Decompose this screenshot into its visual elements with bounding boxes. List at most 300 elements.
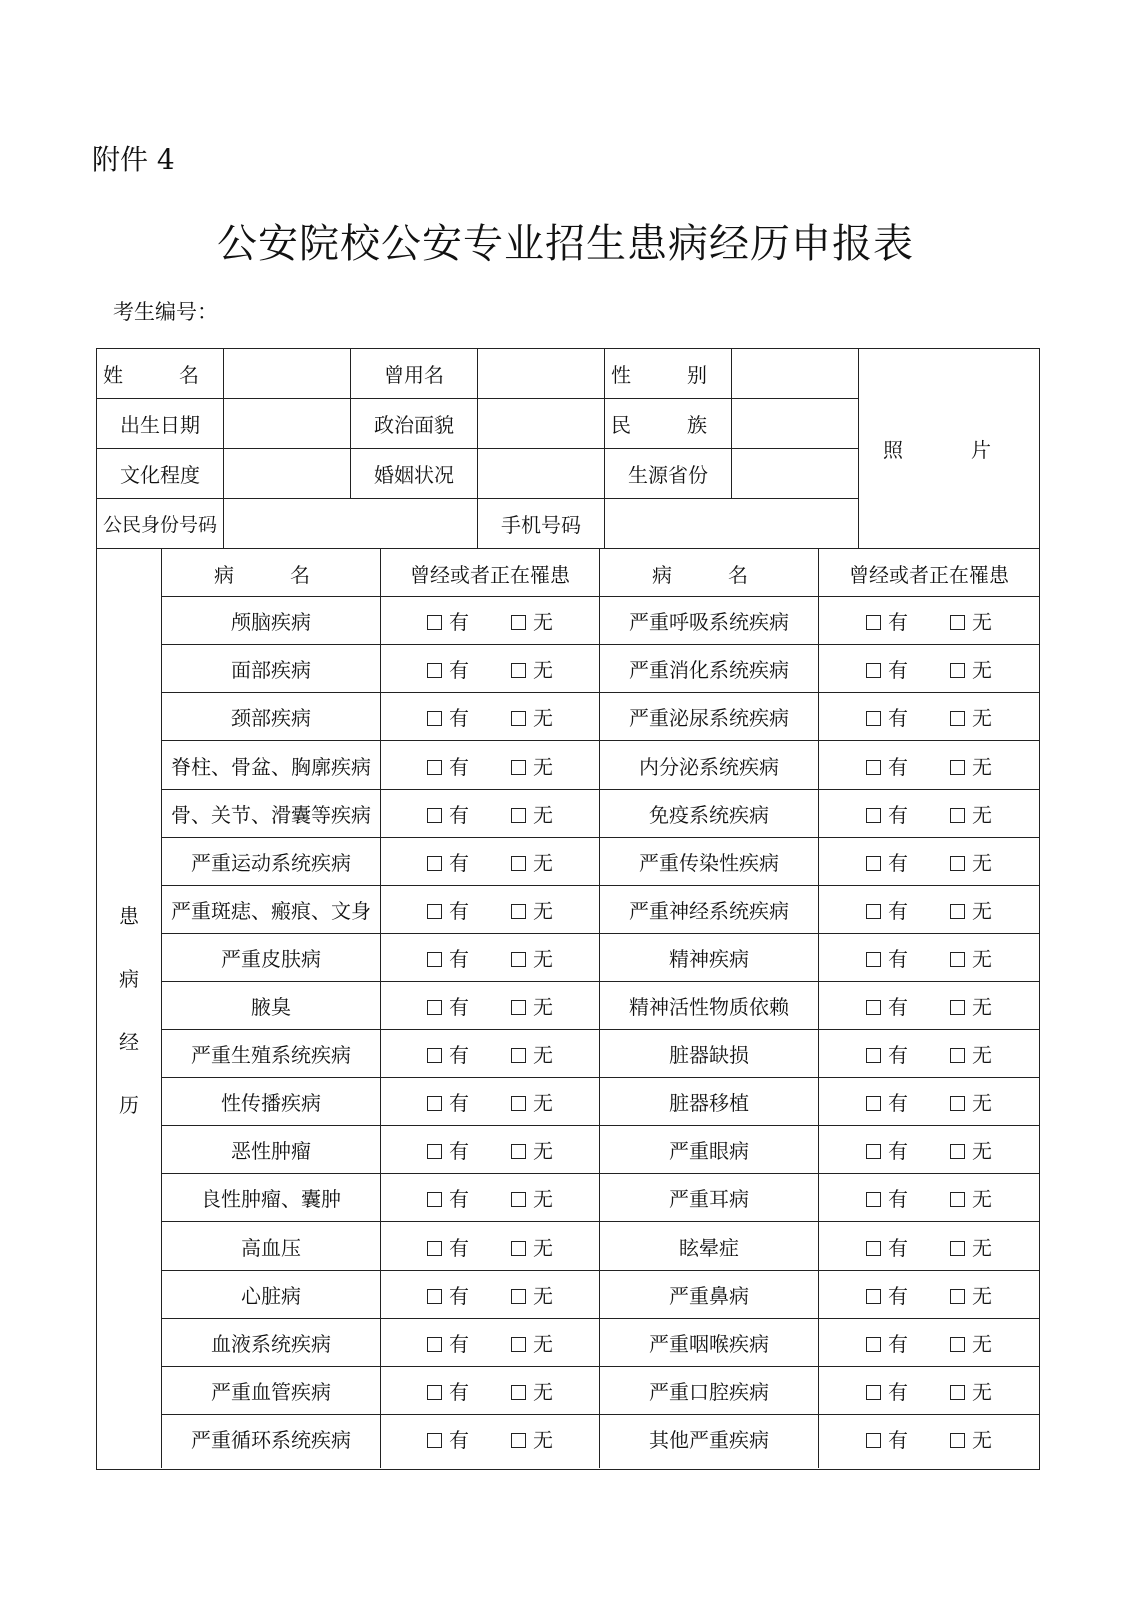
row-divider	[97, 498, 859, 499]
yes-option[interactable]	[427, 1039, 469, 1068]
row-divider	[161, 1173, 1039, 1174]
disease-name: 脏器缺损	[669, 1043, 749, 1067]
yes-checkbox[interactable]	[427, 1385, 442, 1400]
disease-name: 严重咽喉疾病	[649, 1332, 769, 1356]
no-option[interactable]	[950, 1424, 992, 1453]
status-options-left	[381, 838, 599, 885]
col-header-status-left: 曾经或者正在罹患	[410, 562, 570, 587]
no-label: 无	[533, 610, 553, 634]
yes-checkbox[interactable]	[866, 1289, 881, 1304]
row-divider	[161, 933, 1039, 934]
yes-option[interactable]	[866, 847, 908, 876]
row-divider	[161, 837, 1039, 838]
yes-option[interactable]	[427, 1280, 469, 1309]
disease-name: 颈部疾病	[231, 706, 311, 730]
status-options-right	[819, 1126, 1039, 1173]
no-checkbox[interactable]	[511, 856, 526, 871]
no-option[interactable]	[511, 1232, 553, 1261]
no-option[interactable]	[511, 1087, 553, 1116]
yes-checkbox[interactable]	[866, 1000, 881, 1015]
no-label: 无	[972, 1139, 992, 1163]
yes-label: 有	[449, 1380, 469, 1404]
disease-name: 严重运动系统疾病	[191, 851, 351, 875]
no-label: 无	[972, 754, 992, 779]
yes-checkbox[interactable]	[866, 1144, 881, 1159]
birth-value[interactable]	[224, 399, 350, 448]
status-options-right	[819, 1078, 1039, 1125]
yes-label: 有	[888, 1043, 908, 1067]
yes-label: 有	[888, 1284, 908, 1308]
yes-label: 有	[449, 1187, 469, 1211]
yes-option[interactable]	[427, 606, 469, 635]
status-options-left	[381, 693, 599, 740]
disease-name: 腋臭	[251, 995, 291, 1019]
no-checkbox[interactable]	[950, 1192, 965, 1207]
photo-placeholder[interactable]: 照 片	[883, 438, 1015, 462]
yes-label: 有	[888, 947, 908, 971]
name-label: 姓 名	[103, 363, 217, 387]
yes-option[interactable]	[866, 1039, 908, 1068]
no-option[interactable]	[511, 1328, 553, 1357]
politics-label: 政治面貌	[374, 413, 454, 437]
ethnic-value[interactable]	[732, 399, 858, 448]
no-checkbox[interactable]	[511, 952, 526, 967]
yes-checkbox[interactable]	[866, 808, 881, 823]
yes-label: 有	[888, 1139, 908, 1163]
disease-name: 其他严重疾病	[649, 1428, 769, 1452]
row-divider	[97, 448, 859, 449]
no-option[interactable]	[950, 1087, 992, 1116]
disease-name: 心脏病	[241, 1284, 301, 1308]
yes-label: 有	[888, 706, 908, 730]
yes-option[interactable]	[427, 1135, 469, 1164]
no-option[interactable]	[950, 1376, 992, 1405]
no-option[interactable]	[950, 943, 992, 972]
yes-checkbox[interactable]	[866, 1337, 881, 1352]
no-checkbox[interactable]	[950, 1241, 965, 1256]
yes-option[interactable]	[427, 1087, 469, 1116]
page-title: 公安院校公安专业招生患病经历申报表	[217, 221, 914, 267]
yes-label: 有	[449, 899, 469, 923]
no-option[interactable]	[511, 1376, 553, 1405]
ethnic-label: 民 族	[611, 413, 725, 437]
status-options-left	[381, 1078, 599, 1125]
disease-name: 严重鼻病	[669, 1284, 749, 1308]
no-label: 无	[533, 1428, 553, 1452]
section-divider	[97, 548, 1039, 549]
col-divider	[599, 549, 600, 1468]
no-label: 无	[972, 851, 992, 875]
yes-label: 有	[449, 1284, 469, 1308]
no-checkbox[interactable]	[950, 615, 965, 630]
name-value[interactable]	[224, 349, 350, 398]
no-label: 无	[972, 899, 992, 923]
row-divider	[161, 1125, 1039, 1126]
no-checkbox[interactable]	[511, 711, 526, 726]
no-option[interactable]	[511, 1280, 553, 1309]
yes-checkbox[interactable]	[866, 1048, 881, 1063]
yes-label: 有	[888, 658, 908, 682]
no-option[interactable]	[950, 799, 992, 828]
status-options-right	[819, 886, 1039, 933]
status-options-right	[819, 790, 1039, 837]
yes-option[interactable]	[866, 1087, 908, 1116]
yes-option[interactable]	[866, 799, 908, 828]
yes-checkbox[interactable]	[427, 1337, 442, 1352]
no-checkbox[interactable]	[511, 1241, 526, 1256]
col-divider	[731, 349, 732, 498]
yes-checkbox[interactable]	[866, 760, 881, 775]
no-option[interactable]	[950, 751, 992, 780]
no-checkbox[interactable]	[950, 1096, 965, 1111]
yes-checkbox[interactable]	[427, 1433, 442, 1448]
yes-checkbox[interactable]	[427, 1096, 442, 1111]
yes-label: 有	[449, 1043, 469, 1067]
yes-option[interactable]	[866, 1232, 908, 1261]
status-options-left	[381, 982, 599, 1029]
no-label: 无	[533, 1091, 553, 1115]
yes-checkbox[interactable]	[866, 1241, 881, 1256]
no-option[interactable]	[950, 1232, 992, 1261]
yes-option[interactable]	[427, 1183, 469, 1212]
no-label: 无	[972, 803, 992, 827]
no-checkbox[interactable]	[950, 1433, 965, 1448]
no-checkbox[interactable]	[511, 904, 526, 919]
no-checkbox[interactable]	[511, 1192, 526, 1207]
yes-label: 有	[449, 658, 469, 682]
col-divider	[477, 349, 478, 548]
no-checkbox[interactable]	[511, 1096, 526, 1111]
no-option[interactable]	[950, 1183, 992, 1212]
disease-name: 严重呼吸系统疾病	[629, 610, 789, 634]
no-option[interactable]	[950, 606, 992, 635]
yes-option[interactable]	[866, 1424, 908, 1453]
disease-name: 血液系统疾病	[211, 1332, 331, 1356]
disease-name: 严重神经系统疾病	[629, 899, 789, 923]
row-divider	[161, 1318, 1039, 1319]
no-checkbox[interactable]	[950, 1289, 965, 1304]
status-options-left	[381, 1174, 599, 1221]
status-options-left	[381, 597, 599, 644]
yes-label: 有	[449, 1139, 469, 1163]
yes-option[interactable]	[866, 1280, 908, 1309]
yes-checkbox[interactable]	[427, 808, 442, 823]
no-label: 无	[533, 1139, 553, 1163]
status-options-left	[381, 1126, 599, 1173]
alias-value[interactable]	[478, 349, 604, 398]
disease-name: 精神活性物质依赖	[629, 995, 789, 1019]
no-checkbox[interactable]	[511, 1433, 526, 1448]
no-option[interactable]	[511, 654, 553, 683]
gender-label: 性 别	[611, 363, 725, 387]
no-label: 无	[972, 1380, 992, 1404]
no-checkbox[interactable]	[511, 1337, 526, 1352]
no-option[interactable]	[511, 847, 553, 876]
yes-checkbox[interactable]	[427, 615, 442, 630]
yes-option[interactable]	[427, 847, 469, 876]
phone-label: 手机号码	[501, 513, 581, 537]
yes-checkbox[interactable]	[427, 952, 442, 967]
phone-value[interactable]	[605, 499, 858, 548]
status-options-right	[819, 1319, 1039, 1366]
row-divider	[161, 885, 1039, 886]
yes-option[interactable]	[866, 1376, 908, 1405]
yes-checkbox[interactable]	[866, 952, 881, 967]
yes-label: 有	[449, 995, 469, 1019]
status-options-right	[819, 645, 1039, 692]
yes-checkbox[interactable]	[427, 711, 442, 726]
row-divider	[161, 644, 1039, 645]
status-options-right	[819, 1415, 1039, 1462]
status-options-right	[819, 1367, 1039, 1414]
education-label: 文化程度	[120, 463, 200, 487]
yes-option[interactable]	[427, 1328, 469, 1357]
yes-checkbox[interactable]	[866, 711, 881, 726]
yes-checkbox[interactable]	[427, 760, 442, 775]
birth-label: 出生日期	[120, 413, 200, 437]
yes-checkbox[interactable]	[866, 615, 881, 630]
col-header-disease-name-right: 病 名	[652, 562, 766, 587]
no-option[interactable]	[511, 702, 553, 731]
disease-name: 恶性肿瘤	[231, 1139, 311, 1163]
status-options-right	[819, 741, 1039, 789]
no-label: 无	[972, 1187, 992, 1211]
yes-checkbox[interactable]	[427, 1241, 442, 1256]
no-checkbox[interactable]	[511, 808, 526, 823]
no-option[interactable]	[950, 991, 992, 1020]
politics-value[interactable]	[478, 399, 604, 448]
yes-option[interactable]	[866, 751, 908, 780]
disease-name: 严重生殖系统疾病	[191, 1043, 351, 1067]
yes-checkbox[interactable]	[866, 663, 881, 678]
yes-label: 有	[888, 803, 908, 827]
no-checkbox[interactable]	[511, 1385, 526, 1400]
yes-option[interactable]	[427, 799, 469, 828]
no-option[interactable]	[950, 1039, 992, 1068]
no-label: 无	[533, 1380, 553, 1404]
yes-label: 有	[888, 1380, 908, 1404]
no-option[interactable]	[511, 606, 553, 635]
yes-option[interactable]	[427, 1232, 469, 1261]
yes-label: 有	[449, 1235, 469, 1260]
disease-name: 眩晕症	[679, 1235, 739, 1260]
no-option[interactable]	[950, 654, 992, 683]
disease-name: 严重消化系统疾病	[629, 658, 789, 682]
yes-option[interactable]	[866, 895, 908, 924]
no-checkbox[interactable]	[950, 1048, 965, 1063]
disease-name: 严重口腔疾病	[649, 1380, 769, 1404]
yes-option[interactable]	[427, 895, 469, 924]
no-option[interactable]	[950, 1280, 992, 1309]
col-divider	[350, 349, 351, 498]
no-label: 无	[972, 1284, 992, 1308]
status-options-right	[819, 1222, 1039, 1270]
no-option[interactable]	[511, 1135, 553, 1164]
no-option[interactable]	[950, 702, 992, 731]
no-option[interactable]	[511, 1183, 553, 1212]
no-checkbox[interactable]	[950, 856, 965, 871]
yes-checkbox[interactable]	[866, 1433, 881, 1448]
no-label: 无	[972, 995, 992, 1019]
section-char-1: 患	[119, 903, 139, 928]
no-checkbox[interactable]	[511, 1144, 526, 1159]
no-checkbox[interactable]	[950, 952, 965, 967]
no-checkbox[interactable]	[511, 615, 526, 630]
yes-label: 有	[888, 851, 908, 875]
attachment-label: 附件 4	[92, 143, 175, 176]
education-value[interactable]	[224, 449, 350, 498]
status-options-right	[819, 597, 1039, 644]
yes-label: 有	[449, 610, 469, 634]
exam-number-row	[113, 296, 418, 326]
no-label: 无	[533, 754, 553, 779]
status-options-right	[819, 982, 1039, 1029]
no-option[interactable]	[950, 1135, 992, 1164]
no-option[interactable]	[950, 895, 992, 924]
status-options-left	[381, 886, 599, 933]
yes-checkbox[interactable]	[866, 1385, 881, 1400]
no-label: 无	[972, 610, 992, 634]
yes-option[interactable]	[427, 943, 469, 972]
yes-label: 有	[888, 995, 908, 1019]
no-checkbox[interactable]	[950, 808, 965, 823]
yes-label: 有	[888, 1332, 908, 1356]
no-option[interactable]	[511, 1424, 553, 1453]
no-option[interactable]	[511, 799, 553, 828]
disease-name: 严重泌尿系统疾病	[629, 706, 789, 730]
yes-option[interactable]	[866, 654, 908, 683]
no-label: 无	[533, 803, 553, 827]
yes-option[interactable]	[427, 751, 469, 780]
disease-name: 严重耳病	[669, 1187, 749, 1211]
yes-label: 有	[888, 610, 908, 634]
status-options-left	[381, 741, 599, 789]
no-checkbox[interactable]	[950, 760, 965, 775]
no-checkbox[interactable]	[950, 1385, 965, 1400]
province-label: 生源省份	[628, 463, 708, 487]
yes-checkbox[interactable]	[866, 904, 881, 919]
no-option[interactable]	[950, 847, 992, 876]
yes-option[interactable]	[427, 1424, 469, 1453]
yes-checkbox[interactable]	[427, 1289, 442, 1304]
no-checkbox[interactable]	[511, 760, 526, 775]
status-options-left	[381, 645, 599, 692]
yes-option[interactable]	[427, 1376, 469, 1405]
row-divider	[161, 1366, 1039, 1367]
no-label: 无	[533, 947, 553, 971]
no-label: 无	[972, 947, 992, 971]
disease-name: 性传播疾病	[221, 1091, 321, 1115]
yes-option[interactable]	[866, 1183, 908, 1212]
yes-option[interactable]	[866, 702, 908, 731]
yes-checkbox[interactable]	[427, 856, 442, 871]
disease-name: 颅脑疾病	[231, 610, 311, 634]
no-option[interactable]	[511, 1039, 553, 1068]
no-label: 无	[972, 1332, 992, 1356]
no-label: 无	[972, 1235, 992, 1260]
status-options-left	[381, 1319, 599, 1366]
status-options-left	[381, 1415, 599, 1462]
yes-label: 有	[888, 754, 908, 779]
no-label: 无	[972, 706, 992, 730]
yes-checkbox[interactable]	[427, 663, 442, 678]
disease-history-section-label	[97, 549, 161, 1468]
col-divider	[161, 549, 162, 1468]
status-options-right	[819, 838, 1039, 885]
yes-checkbox[interactable]	[866, 1192, 881, 1207]
no-checkbox[interactable]	[511, 1000, 526, 1015]
no-label: 无	[533, 1043, 553, 1067]
disease-name: 面部疾病	[231, 658, 311, 682]
status-options-right	[819, 693, 1039, 740]
no-label: 无	[533, 1187, 553, 1211]
no-option[interactable]	[511, 751, 553, 780]
no-checkbox[interactable]	[950, 711, 965, 726]
yes-label: 有	[449, 754, 469, 779]
no-option[interactable]	[950, 1328, 992, 1357]
yes-option[interactable]	[866, 1135, 908, 1164]
disease-name: 高血压	[241, 1235, 301, 1260]
yes-option[interactable]	[866, 943, 908, 972]
no-checkbox[interactable]	[950, 1000, 965, 1015]
disease-name: 严重斑痣、瘢痕、文身	[171, 899, 371, 923]
yes-checkbox[interactable]	[866, 1096, 881, 1111]
yes-label: 有	[449, 1332, 469, 1356]
yes-option[interactable]	[427, 991, 469, 1020]
row-divider	[161, 692, 1039, 693]
yes-label: 有	[449, 1428, 469, 1452]
yes-checkbox[interactable]	[427, 1192, 442, 1207]
no-option[interactable]	[511, 943, 553, 972]
no-checkbox[interactable]	[511, 1048, 526, 1063]
yes-option[interactable]	[866, 1328, 908, 1357]
col-divider	[223, 349, 224, 548]
exam-number-label: 考生编号：	[113, 300, 218, 324]
no-checkbox[interactable]	[511, 1289, 526, 1304]
gender-value[interactable]	[732, 349, 858, 398]
id-value[interactable]	[224, 499, 477, 548]
no-option[interactable]	[511, 991, 553, 1020]
disease-name: 严重传染性疾病	[639, 851, 779, 875]
yes-option[interactable]	[866, 991, 908, 1020]
marital-label: 婚姻状况	[374, 463, 454, 487]
no-label: 无	[533, 995, 553, 1019]
marital-value[interactable]	[478, 449, 604, 498]
no-checkbox[interactable]	[950, 904, 965, 919]
yes-option[interactable]	[427, 654, 469, 683]
yes-option[interactable]	[427, 702, 469, 731]
no-checkbox[interactable]	[950, 1144, 965, 1159]
yes-option[interactable]	[866, 606, 908, 635]
yes-label: 有	[449, 851, 469, 875]
province-value[interactable]	[732, 449, 858, 498]
no-label: 无	[533, 1284, 553, 1308]
yes-checkbox[interactable]	[427, 1000, 442, 1015]
status-options-right	[819, 1271, 1039, 1318]
no-option[interactable]	[511, 895, 553, 924]
yes-checkbox[interactable]	[866, 856, 881, 871]
no-checkbox[interactable]	[950, 663, 965, 678]
disease-name: 良性肿瘤、囊肿	[201, 1187, 341, 1211]
no-label: 无	[533, 1235, 553, 1260]
col-divider	[858, 349, 859, 548]
yes-checkbox[interactable]	[427, 1144, 442, 1159]
disease-name: 免疫系统疾病	[649, 803, 769, 827]
no-checkbox[interactable]	[950, 1337, 965, 1352]
yes-checkbox[interactable]	[427, 1048, 442, 1063]
yes-checkbox[interactable]	[427, 904, 442, 919]
no-checkbox[interactable]	[511, 663, 526, 678]
